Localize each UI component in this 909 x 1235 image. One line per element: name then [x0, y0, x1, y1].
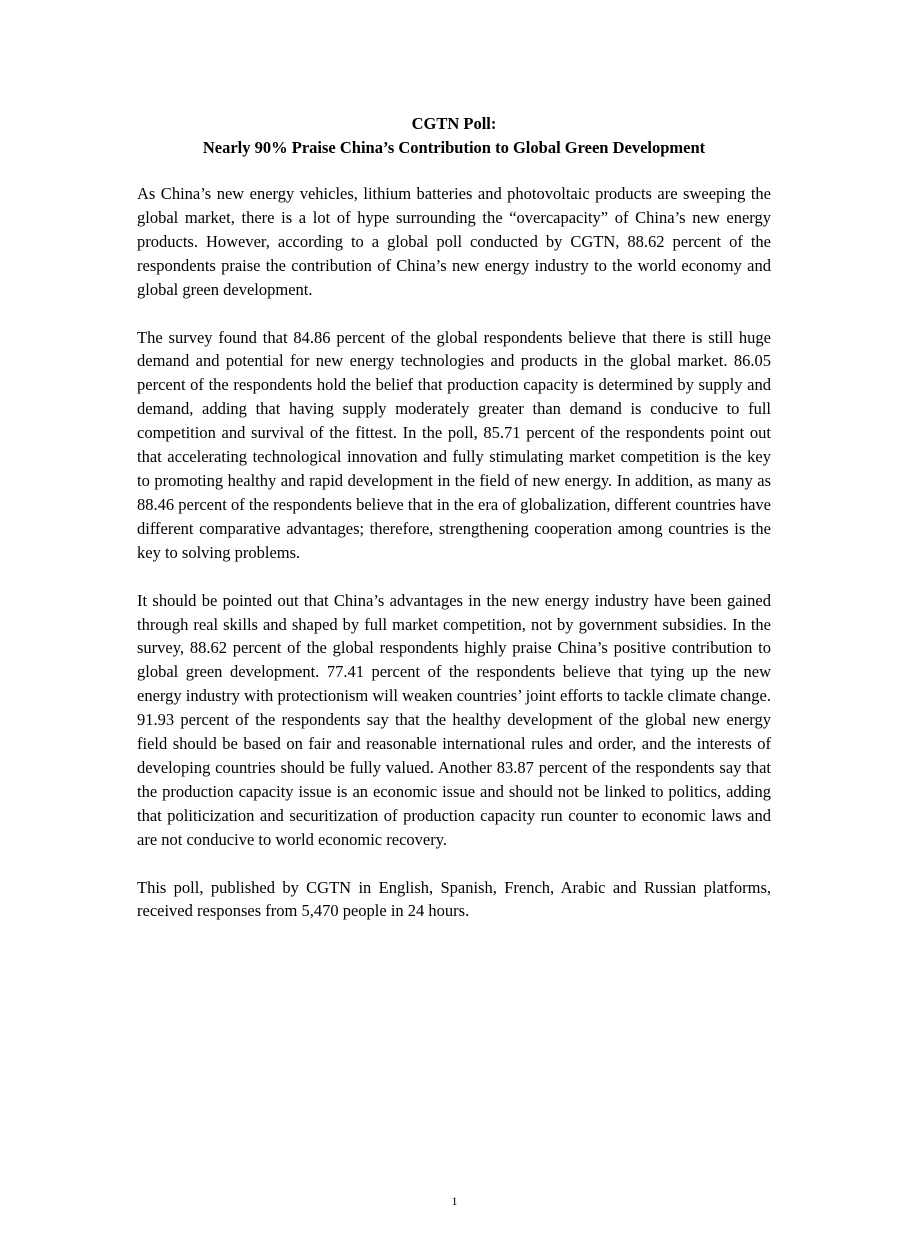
paragraph-2: The survey found that 84.86 percent of the global respondents believe that there is still huge demand and potential for new energy technologies and products in the global market. 86.05 percent of the respondents hold the belief that production capacity is determined by supply and demand, adding that having supply moderately greater than demand is conducive to full competition and survival of the fittest. In the poll, 85.71 percent of the respondents point out that accelerating technological innovation and fully stimulating market competition is the key to promoting healthy and rapid development in the field of new energy. In addition, as many as 88.46 percent of the respondents believe that in the era of globalization, different countries have different comparative advantages; therefore, strengthening cooperation among countries is the key to solving problems. — [137, 327, 771, 562]
page-number: 1 — [451, 1194, 458, 1208]
document-title — [137, 112, 771, 160]
title-line-1: CGTN Poll: — [411, 114, 497, 133]
paragraph-1: As China’s new energy vehicles, lithium batteries and photovoltaic products are sweeping the global market, there is a lot of hype surrounding the “overcapacity” of China’s new energy products. However, according to a global poll conducted by CGTN, 88.62 percent of the respondents praise the contribution of China’s new energy industry to the world economy and global green development. — [137, 184, 771, 299]
paragraph-4: This poll, published by CGTN in English, Spanish, French, Arabic and Russian platforms, received responses from 5,470 people in 24 hours. — [137, 877, 771, 921]
document-body — [137, 112, 771, 947]
paragraph-3: It should be pointed out that China’s advantages in the new energy industry have been gained through real skills and shaped by full market competition, not by government subsidies. In the survey, 88.62 percent of the global respondents highly praise China’s positive contribution to global green development. 77.41 percent of the respondents believe that tying up the new energy industry with protectionism will weaken countries’ joint efforts to tackle climate change. 91.93 percent of the respondents say that the healthy development of the global new energy field should be based on fair and reasonable international rules and order, and the interests of developing countries should be fully valued. Another 83.87 percent of the respondents say that the production capacity issue is an economic issue and should not be linked to politics, adding that politicization and securitization of production capacity run counter to economic laws and are not conducive to world economic recovery. — [137, 590, 771, 849]
title-line-2: Nearly 90% Praise China’s Contribution to Global Green Development — [202, 138, 706, 157]
